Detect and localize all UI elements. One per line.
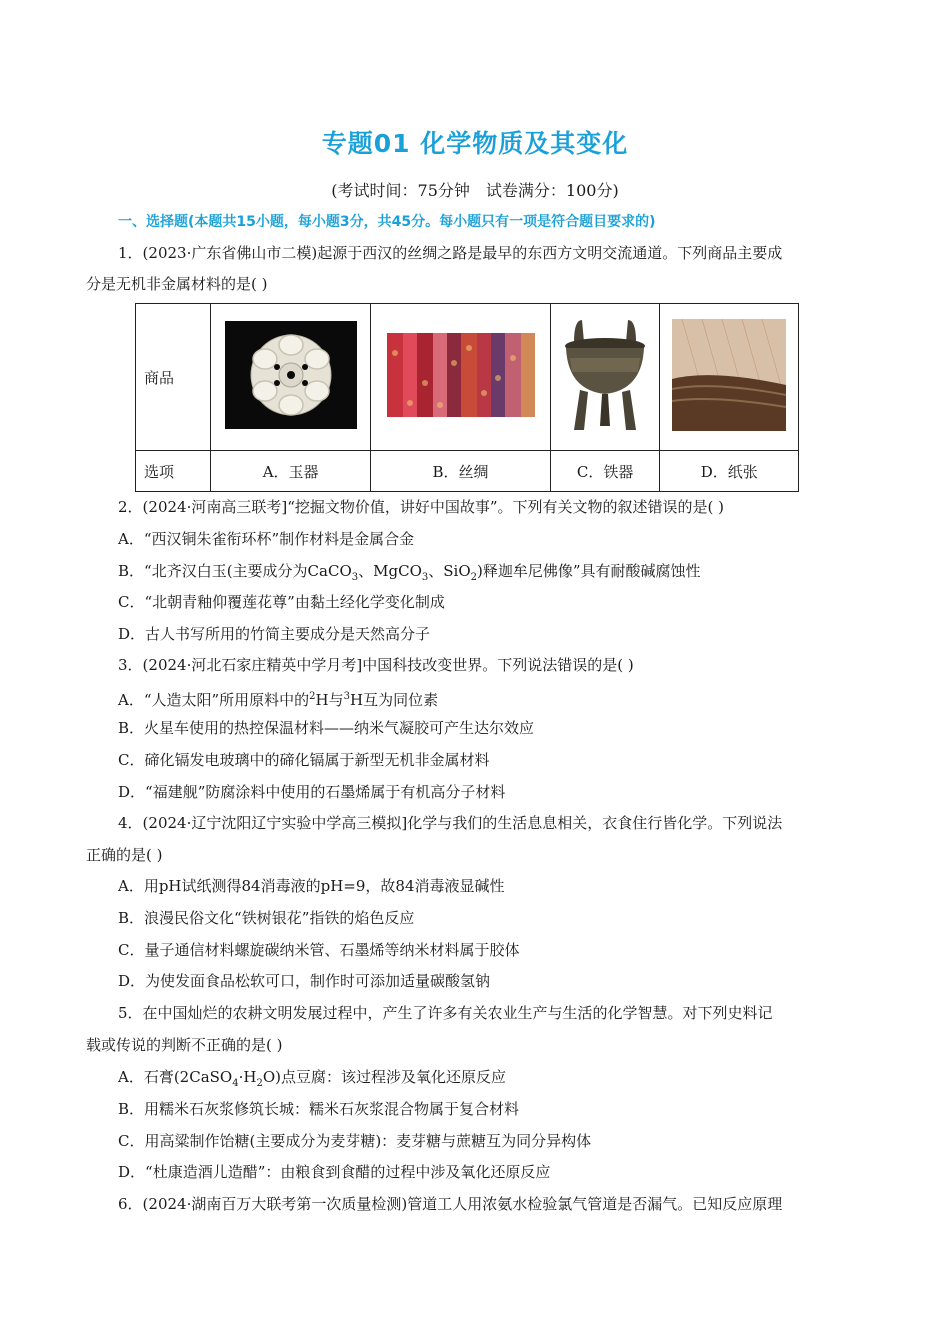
q3-option-a: A．“人造太阳”所用原料中的$^2$H与$^3$H互为同位素 [118, 691, 439, 709]
goods-row-label: 商品 [136, 304, 211, 451]
q4-stem-line1: 4．(2024·辽宁沈阳辽宁实验中学高三模拟]化学与我们的生活息息相关，衣食住行皆化学。下列说法 [118, 814, 783, 832]
q4-option-d: D．为使发面食品松软可口，制作时可添加适量碳酸氢钠 [118, 972, 491, 990]
silk-rolls-image [387, 333, 535, 417]
q3-stem: 3．(2024·河北石家庄精英中学月考]中国科技改变世界。下列说法错误的是( ) [118, 656, 634, 674]
q6-stem-line1: 6．(2024·湖南百万大联考第一次质量检测)管道工人用浓氨水检验氯气管道是否漏气。已知反应原理 [118, 1195, 783, 1213]
q3-option-c: C．碲化镉发电玻璃中的碲化镉属于新型无机非金属材料 [118, 751, 490, 769]
q5-option-a: A．石膏$(2CaSO_4\cdot H_2O)$点豆腐：该过程涉及氧化还原反应 [118, 1068, 506, 1089]
jade-image-cell [211, 304, 371, 451]
page-title: 专题01 化学物质及其变化 [321, 129, 629, 158]
q1-option-a: A．玉器 [211, 451, 371, 492]
q4-option-a: A．用pH试纸测得84消毒液的pH=9，故84消毒液显碱性 [118, 877, 505, 895]
bronze-ding-image [560, 312, 650, 438]
q3-option-d: D．“福建舰”防腐涂料中使用的石墨烯属于有机高分子材料 [118, 783, 506, 801]
q1-stem-line2: 分是无机非金属材料的是( ) [86, 275, 268, 293]
exam-info: (考试时间：75分钟 试卷满分：100分) [331, 181, 619, 200]
q4-option-b: B．浪漫民俗文化“铁树银花”指铁的焰色反应 [118, 909, 415, 927]
q2-stem: 2．(2024·河南高三联考]“挖掘文物价值，讲好中国故事”。下列有关文物的叙述错误的是( ) [118, 498, 725, 516]
silk-image-cell [371, 304, 551, 451]
q1-option-c: C．铁器 [550, 451, 660, 492]
section-heading: 一、选择题(本题共15小题，每小题3分，共45分。每小题只有一项是符合题目要求的) [118, 214, 656, 230]
q3-option-b: B．火星车使用的热控保温材料——纳米气凝胶可产生达尔效应 [118, 719, 535, 737]
q5-stem-line1: 5．在中国灿烂的农耕文明发展过程中，产生了许多有关农业生产与生活的化学智慧。对下列史料记 [118, 1004, 773, 1022]
paper-scroll-image [672, 319, 786, 431]
q2-option-b: B．“北齐汉白玉(主要成分为CaCO$_3$、MgCO$_3$、SiO$_2$)释迦牟尼佛像”具有耐酸碱腐蚀性 [118, 562, 701, 583]
q1-option-b: B．丝绸 [371, 451, 551, 492]
bronze-image-cell [550, 304, 660, 451]
q2-option-a: A．“西汉铜朱雀衔环杯”制作材料是金属合金 [118, 530, 415, 548]
goods-table [135, 303, 799, 492]
q4-option-c: C．量子通信材料螺旋碳纳米管、石墨烯等纳米材料属于胶体 [118, 941, 520, 959]
jade-ornament-image [225, 321, 357, 429]
q4-stem-line2: 正确的是( ) [86, 846, 163, 864]
options-row-label: 选项 [136, 451, 211, 492]
q2-option-d: D．古人书写所用的竹简主要成分是天然高分子 [118, 625, 431, 643]
q5-stem-line2: 载或传说的判断不正确的是( ) [86, 1036, 283, 1054]
q1-option-d: D．纸张 [660, 451, 799, 492]
q5-option-b: B．用糯米石灰浆修筑长城：糯米石灰浆混合物属于复合材料 [118, 1100, 520, 1118]
q2-option-c: C．“北朝青釉仰覆莲花尊”由黏土经化学变化制成 [118, 593, 445, 611]
q5-option-c: C．用高粱制作饴糖(主要成分为麦芽糖)：麦芽糖与蔗糖互为同分异构体 [118, 1132, 592, 1150]
q5-option-d: D．“杜康造酒儿造醋”：由粮食到食醋的过程中涉及氧化还原反应 [118, 1163, 551, 1181]
paper-image-cell [660, 304, 799, 451]
q1-stem-line1: 1．(2023·广东省佛山市二模)起源于西汉的丝绸之路是最早的东西方文明交流通道。下列商品主要成 [118, 244, 783, 262]
